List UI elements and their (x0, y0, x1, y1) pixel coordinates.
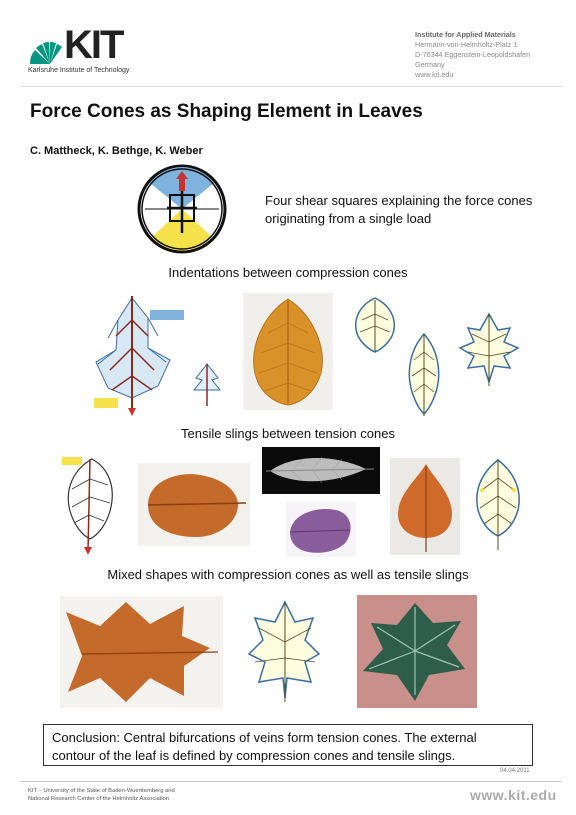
heart-leaf-photo (390, 458, 460, 555)
logo-subtitle: Karlsruhe Institute of Technology (28, 67, 130, 74)
section-caption: Mixed shapes with compression cones as well as tensile slings (107, 567, 469, 582)
tension-leaf-diagram (60, 455, 118, 557)
logo-wordmark: KIT (64, 23, 123, 67)
footer-url[interactable]: www.kit.edu (470, 787, 557, 803)
footer-divider (20, 781, 562, 782)
vein-leaf-drawing (458, 312, 520, 388)
tension-vein-drawing (472, 456, 524, 552)
purple-leaf-photo (286, 502, 356, 557)
section-caption: Indentations between compression cones (168, 265, 408, 280)
shear-squares-diagram (137, 163, 227, 255)
vein-leaf-drawing (404, 332, 444, 418)
beech-leaf-photo (243, 293, 333, 410)
lobed-leaf-photo (60, 596, 223, 708)
authors: C. Mattheck, K. Bethge, K. Weber (30, 145, 203, 157)
conclusion-line: Conclusion: Central bifurcations of veins form tension cones. The external (52, 730, 477, 745)
header-divider (20, 86, 562, 87)
conclusion-box (43, 724, 533, 766)
date: 04.04.2011 (500, 768, 530, 774)
skeleton-leaf-photo (262, 447, 380, 494)
institute-block (415, 30, 565, 80)
leaf-cone-diagram (88, 290, 188, 418)
address-line: Hermann-von-Helmholtz-Platz 1 (415, 40, 518, 49)
vein-leaf-drawing (352, 296, 398, 354)
mixed-vein-drawing (245, 598, 323, 706)
institute-name: Institute for Applied Materials (415, 30, 516, 39)
intro-text: Four shear squares explaining the force cones originating from a single load (265, 193, 533, 226)
ivy-leaf-photo (357, 595, 477, 708)
footer-line: KIT – University of the State of Baden-Wuerttemberg and (28, 788, 175, 794)
address-line: Germany (415, 60, 445, 69)
address-line: D-76344 Eggenstein-Leopoldshafen (415, 50, 531, 59)
footer-line: National Research Center of the Helmholtz Association (28, 796, 170, 802)
page-title: Force Cones as Shaping Element in Leaves (30, 101, 423, 122)
conclusion-line: contour of the leaf is defined by compression cones and tensile slings. (52, 748, 456, 763)
header (0, 0, 576, 90)
section-caption: Tensile slings between tension cones (181, 426, 395, 441)
footer-legal (28, 787, 175, 803)
institute-url: www.kit.edu (415, 70, 454, 79)
oval-leaf-photo (138, 463, 250, 546)
small-leaf-diagram (192, 360, 222, 410)
